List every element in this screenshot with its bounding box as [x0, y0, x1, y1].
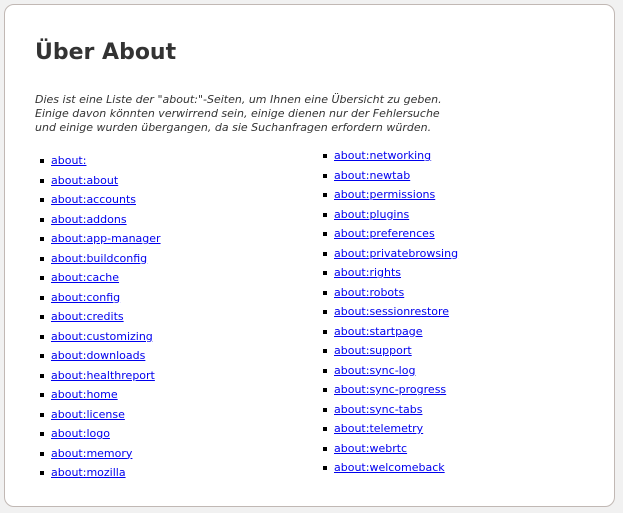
about-link[interactable]: about:telemetry [334, 422, 424, 435]
list-item [40, 405, 161, 425]
about-link[interactable]: about:license [51, 407, 125, 421]
bullet-icon [40, 198, 44, 202]
about-link[interactable]: about:webrtc [334, 441, 408, 455]
about-link[interactable]: about:accounts [51, 193, 136, 206]
list-item [40, 190, 161, 210]
list-item [323, 146, 458, 166]
list-item [323, 205, 458, 225]
about-link[interactable]: about:privatebrowsing [334, 246, 459, 260]
about-link[interactable]: about:cache [51, 271, 120, 284]
about-link[interactable]: about:config [51, 290, 121, 304]
bullet-icon [323, 291, 327, 295]
about-links-list-right [323, 146, 458, 478]
about-link[interactable]: about: [51, 154, 87, 167]
about-link[interactable]: about:logo [51, 427, 110, 440]
list-item [40, 385, 161, 405]
about-link[interactable]: about:robots [334, 285, 405, 299]
bullet-icon [40, 393, 44, 397]
list-item [323, 244, 458, 264]
bullet-icon [323, 193, 327, 197]
list-item [323, 400, 458, 420]
about-links-list-left [40, 151, 161, 483]
about-link[interactable]: about:sync-progress [334, 383, 447, 396]
bullet-icon [40, 354, 44, 358]
list-item [40, 307, 161, 327]
about-link[interactable]: about:addons [51, 212, 127, 226]
list-item [40, 210, 161, 230]
about-link[interactable]: about:buildconfig [51, 251, 148, 265]
list-item [40, 424, 161, 444]
list-item [323, 361, 458, 381]
bullet-icon [323, 466, 327, 470]
about-link[interactable]: about:credits [51, 310, 124, 323]
bullet-icon [40, 471, 44, 475]
bullet-icon [323, 271, 327, 275]
list-item [40, 229, 161, 249]
bullet-icon [323, 369, 327, 373]
bullet-icon [40, 276, 44, 280]
list-item [323, 419, 458, 439]
about-link[interactable]: about:startpage [334, 324, 423, 338]
about-link[interactable]: about:customizing [51, 329, 153, 343]
list-item [323, 166, 458, 186]
about-link[interactable]: about:plugins [334, 207, 410, 221]
about-link[interactable]: about:app-manager [51, 232, 161, 245]
list-item [40, 444, 161, 464]
about-link[interactable]: about:downloads [51, 349, 146, 362]
bullet-icon [323, 154, 327, 158]
bullet-icon [323, 252, 327, 256]
list-item [40, 327, 161, 347]
bullet-icon [40, 374, 44, 378]
about-link[interactable]: about:about [51, 173, 119, 187]
list-item [40, 151, 161, 171]
bullet-icon [323, 447, 327, 451]
about-about-page [4, 4, 615, 507]
bullet-icon [40, 432, 44, 436]
page-title: Über About [35, 40, 177, 65]
bullet-icon [40, 452, 44, 456]
bullet-icon [323, 349, 327, 353]
list-item [40, 268, 161, 288]
about-link[interactable]: about:newtab [334, 168, 411, 182]
bullet-icon [323, 174, 327, 178]
about-link[interactable]: about:rights [334, 266, 402, 279]
about-link[interactable]: about:sync-tabs [334, 402, 423, 416]
bullet-icon [40, 237, 44, 241]
bullet-icon [40, 413, 44, 417]
list-item [40, 171, 161, 191]
list-item [323, 458, 458, 478]
about-link[interactable]: about:sessionrestore [334, 305, 450, 318]
bullet-icon [323, 388, 327, 392]
about-link[interactable]: about:support [334, 344, 412, 357]
list-item [323, 341, 458, 361]
bullet-icon [40, 315, 44, 319]
bullet-icon [323, 213, 327, 217]
list-item [323, 283, 458, 303]
list-item [323, 185, 458, 205]
list-item [40, 288, 161, 308]
about-link[interactable]: about:sync-log [334, 363, 416, 377]
bullet-icon [323, 330, 327, 334]
bullet-icon [323, 408, 327, 412]
list-item [323, 224, 458, 244]
bullet-icon [323, 427, 327, 431]
about-link[interactable]: about:home [51, 388, 118, 401]
list-item [40, 366, 161, 386]
list-item [323, 439, 458, 459]
about-link[interactable]: about:networking [334, 149, 432, 162]
bullet-icon [323, 232, 327, 236]
about-link[interactable]: about:permissions [334, 188, 436, 201]
list-item [323, 322, 458, 342]
bullet-icon [40, 296, 44, 300]
intro-text: Dies ist eine Liste der "about:"-Seiten, um Ihnen eine Übersicht zu geben. Einige davon könnten verwirrend sein, einige dienen nur der Fehlersuche und einige wurden übergangen, da sie Suchanfragen erfordern würden. [35, 93, 442, 134]
about-link[interactable]: about:mozilla [51, 466, 126, 479]
list-item [40, 249, 161, 269]
list-item [323, 302, 458, 322]
list-item [40, 463, 161, 483]
bullet-icon [40, 257, 44, 261]
bullet-icon [40, 179, 44, 183]
about-link[interactable]: about:healthreport [51, 368, 155, 382]
bullet-icon [40, 159, 44, 163]
list-item [323, 263, 458, 283]
list-item [323, 380, 458, 400]
bullet-icon [323, 310, 327, 314]
bullet-icon [40, 218, 44, 222]
about-link[interactable]: about:preferences [334, 227, 435, 240]
about-link[interactable]: about:welcomeback [334, 461, 445, 474]
bullet-icon [40, 335, 44, 339]
about-link[interactable]: about:memory [51, 446, 133, 460]
list-item [40, 346, 161, 366]
